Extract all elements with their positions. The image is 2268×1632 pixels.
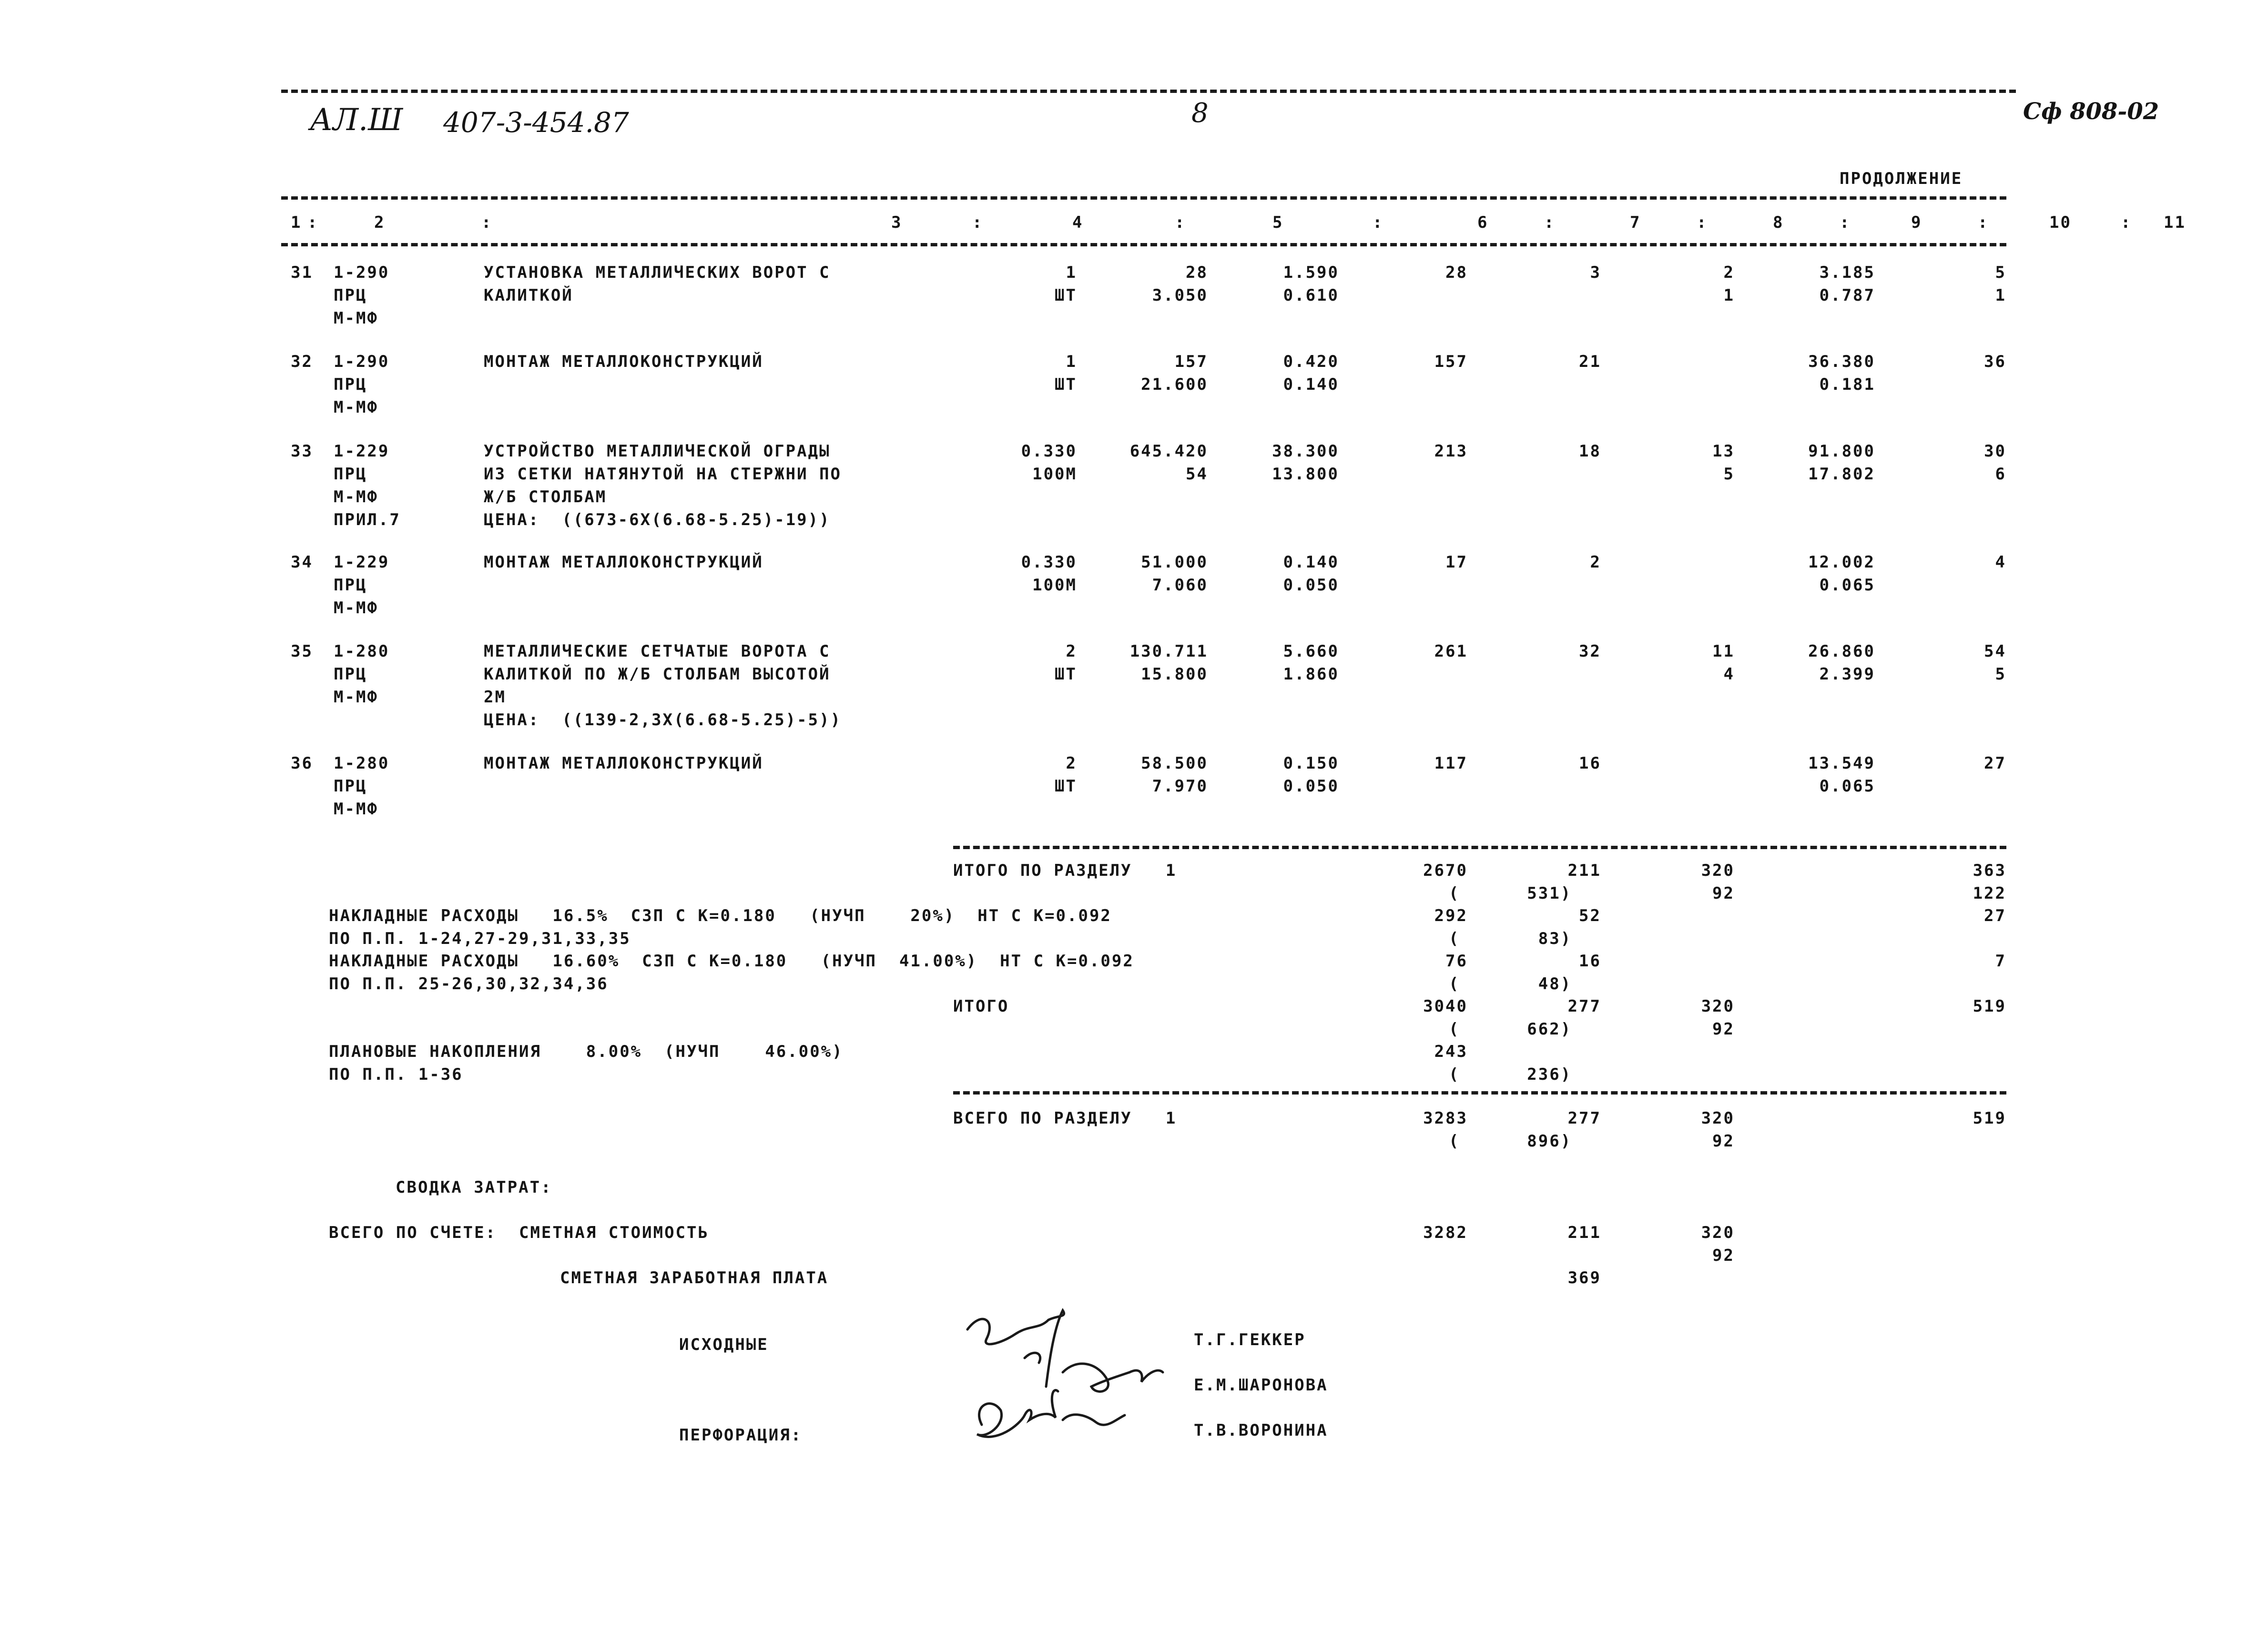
overhead1-text: НАКЛАДНЫЕ РАСХОДЫ 16.5% СЗП С К=0.180 (НУЧП 20%) НТ С К=0.092 <box>329 906 1112 925</box>
cell-c10: 2.399 <box>1819 665 1875 684</box>
cell-c5: 51.000 <box>1141 553 1208 572</box>
totals-rule-2 <box>953 1091 2006 1095</box>
cell-c7: 28 <box>1445 263 1468 282</box>
column-header: : <box>1544 213 1556 232</box>
overhead2-c7: 76 <box>1445 952 1468 971</box>
planned-c7: 243 <box>1434 1042 1468 1061</box>
cell-c10: 13.549 <box>1808 754 1875 773</box>
work-description: 2М <box>484 688 506 707</box>
cell-c5: 21.600 <box>1141 375 1208 394</box>
cell-c11: 27 <box>1984 754 2006 773</box>
work-description: КАЛИТКОЙ ПО Ж/Б СТОЛБАМ ВЫСОТОЙ <box>484 665 831 684</box>
cell-c8: 16 <box>1579 754 1601 773</box>
rate-code: 1-290 <box>334 263 390 282</box>
cell-c10: 0.181 <box>1819 375 1875 394</box>
cell-c4: 100М <box>1032 465 1077 484</box>
overhead2-c8b: ( 48) <box>1449 974 1572 993</box>
section-total-c9a: 320 <box>1701 861 1735 880</box>
row-number: 33 <box>291 442 313 461</box>
cell-c9: 11 <box>1712 642 1735 661</box>
cell-c4: 1 <box>1066 352 1077 371</box>
rate-code: 1-280 <box>334 642 390 661</box>
rate-code: М-МФ <box>334 598 378 618</box>
cell-c8: 3 <box>1590 263 1601 282</box>
overhead2-c8a: 16 <box>1579 952 1601 971</box>
column-header: 6 <box>1477 213 1489 232</box>
cell-c6: 0.420 <box>1283 352 1339 371</box>
column-header: : <box>1175 213 1186 232</box>
column-header: 7 <box>1630 213 1641 232</box>
section-total-c7: 2670 <box>1423 861 1468 880</box>
column-header: : <box>307 213 319 232</box>
cell-c4: 0.330 <box>1021 442 1077 461</box>
cell-c6: 0.140 <box>1283 375 1339 394</box>
cell-c5: 7.060 <box>1152 576 1208 595</box>
cell-c10: 91.800 <box>1808 442 1875 461</box>
cell-c9: 2 <box>1723 263 1735 282</box>
cell-c8: 21 <box>1579 352 1601 371</box>
signer-name-3: Т.В.ВОРОНИНА <box>1194 1421 1328 1440</box>
column-header: : <box>1978 213 1989 232</box>
cell-c8: 18 <box>1579 442 1601 461</box>
column-header: 2 <box>374 213 386 232</box>
column-header: : <box>1697 213 1708 232</box>
cell-c10: 0.065 <box>1819 576 1875 595</box>
rate-code: ПРЦ <box>334 576 367 595</box>
cell-c10: 3.185 <box>1819 263 1875 282</box>
signer-name-1: Т.Г.ГЕККЕР <box>1194 1330 1306 1349</box>
cell-c11: 5 <box>1995 263 2006 282</box>
work-description: ЦЕНА: ((139-2,3Х(6.68-5.25)-5)) <box>484 710 842 730</box>
column-header: 10 <box>2049 213 2072 232</box>
column-header: 4 <box>1072 213 1084 232</box>
cell-c9: 1 <box>1723 286 1735 305</box>
section-total-c9b: 92 <box>1712 884 1735 903</box>
cell-c7: 17 <box>1445 553 1468 572</box>
cell-c4: ШТ <box>1055 286 1077 305</box>
itogo-c7: 3040 <box>1423 997 1468 1016</box>
work-description: МОНТАЖ МЕТАЛЛОКОНСТРУКЦИЙ <box>484 352 763 371</box>
planned-c8b: ( 236) <box>1449 1065 1572 1084</box>
itogo-c8a: 277 <box>1567 997 1601 1016</box>
section-total-c8b: ( 531) <box>1449 884 1572 903</box>
summary-total-c8: 211 <box>1567 1223 1601 1242</box>
cell-c7: 117 <box>1434 754 1468 773</box>
column-header: 9 <box>1911 213 1922 232</box>
cell-c6: 38.300 <box>1272 442 1339 461</box>
cell-c6: 1.590 <box>1283 263 1339 282</box>
cell-c6: 0.140 <box>1283 553 1339 572</box>
rate-code: ПРЦ <box>334 665 367 684</box>
cell-c11: 1 <box>1995 286 2006 305</box>
cell-c6: 0.610 <box>1283 286 1339 305</box>
summary-wage-label: СМЕТНАЯ ЗАРАБОТНАЯ ПЛАТА <box>560 1268 829 1287</box>
itogo-c11: 519 <box>1973 997 2006 1016</box>
rate-code: ПРИЛ.7 <box>334 510 401 529</box>
overhead1-c8b: ( 83) <box>1449 929 1572 948</box>
itogo-c8b: ( 662) <box>1449 1020 1572 1039</box>
cell-c5: 157 <box>1174 352 1208 371</box>
column-header: 11 <box>2164 213 2186 232</box>
cell-c11: 36 <box>1984 352 2006 371</box>
itogo-label: ИТОГО <box>953 997 1009 1016</box>
rate-code: ПРЦ <box>334 286 367 305</box>
overhead1-scope: ПО П.П. 1-24,27-29,31,33,35 <box>329 929 631 948</box>
cell-c4: ШТ <box>1055 665 1077 684</box>
grand-total-c9b: 92 <box>1712 1132 1735 1151</box>
column-header: : <box>1840 213 1851 232</box>
cell-c4: ШТ <box>1055 777 1077 796</box>
perforation-label: ПЕРФОРАЦИЯ: <box>679 1426 803 1445</box>
grand-total-label: ВСЕГО ПО РАЗДЕЛУ 1 <box>953 1109 1177 1128</box>
project-code: 407-3-454.87 <box>443 106 629 139</box>
rate-code: 1-229 <box>334 442 390 461</box>
header-rule-bottom <box>281 243 2006 246</box>
page-number: 8 <box>1191 98 1209 129</box>
section-total-c8a: 211 <box>1567 861 1601 880</box>
cell-c5: 28 <box>1186 263 1208 282</box>
rate-code: М-МФ <box>334 487 378 507</box>
planned-text: ПЛАНОВЫЕ НАКОПЛЕНИЯ 8.00% (НУЧП 46.00%) <box>329 1042 844 1061</box>
cell-c10: 0.065 <box>1819 777 1875 796</box>
cell-c11: 54 <box>1984 642 2006 661</box>
cell-c11: 30 <box>1984 442 2006 461</box>
itogo-c9b: 92 <box>1712 1020 1735 1039</box>
grand-total-c9a: 320 <box>1701 1109 1735 1128</box>
row-number: 35 <box>291 642 313 661</box>
cell-c5: 58.500 <box>1141 754 1208 773</box>
overhead2-text: НАКЛАДНЫЕ РАСХОДЫ 16.60% СЗП С К=0.180 (НУЧП 41.00%) НТ С К=0.092 <box>329 952 1134 971</box>
summary-total-c9b: 92 <box>1712 1246 1735 1265</box>
cell-c10: 36.380 <box>1808 352 1875 371</box>
cell-c9: 4 <box>1723 665 1735 684</box>
rate-code: ПРЦ <box>334 465 367 484</box>
column-header: 8 <box>1773 213 1784 232</box>
work-description: КАЛИТКОЙ <box>484 286 573 305</box>
cell-c11: 4 <box>1995 553 2006 572</box>
continuation-label: ПРОДОЛЖЕНИЕ <box>1840 169 1963 188</box>
section-total-label: ИТОГО ПО РАЗДЕЛУ 1 <box>953 861 1177 880</box>
column-header: : <box>2121 213 2132 232</box>
cell-c7: 157 <box>1434 352 1468 371</box>
cell-c4: 1 <box>1066 263 1077 282</box>
summary-wage-c8: 369 <box>1567 1268 1601 1287</box>
summary-total-c7: 3282 <box>1423 1223 1468 1242</box>
summary-total-c9a: 320 <box>1701 1223 1735 1242</box>
work-description: ИЗ СЕТКИ НАТЯНУТОЙ НА СТЕРЖНИ ПО <box>484 465 842 484</box>
cell-c10: 26.860 <box>1808 642 1875 661</box>
column-header: : <box>481 213 493 232</box>
cell-c8: 2 <box>1590 553 1601 572</box>
summary-total-label: ВСЕГО ПО СЧЕТЕ: СМЕТНАЯ СТОИМОСТЬ <box>329 1223 709 1242</box>
cell-c5: 15.800 <box>1141 665 1208 684</box>
section-total-c11a: 363 <box>1973 861 2006 880</box>
work-description: МЕТАЛЛИЧЕСКИЕ СЕТЧАТЫЕ ВОРОТА С <box>484 642 831 661</box>
top-rule <box>281 90 2016 93</box>
work-description: Ж/Б СТОЛБАМ <box>484 487 607 507</box>
rate-code: 1-229 <box>334 553 390 572</box>
cell-c4: 100М <box>1032 576 1077 595</box>
cell-c6: 5.660 <box>1283 642 1339 661</box>
totals-rule-1 <box>953 846 2006 849</box>
cell-c8: 32 <box>1579 642 1601 661</box>
cell-c6: 1.860 <box>1283 665 1339 684</box>
source-label: ИСХОДНЫЕ <box>679 1335 769 1354</box>
rate-code: ПРЦ <box>334 777 367 796</box>
form-code: Сф 808-02 <box>2023 98 2159 125</box>
summary-title: СВОДКА ЗАТРАТ: <box>396 1178 552 1197</box>
cell-c10: 17.802 <box>1808 465 1875 484</box>
column-header: : <box>972 213 984 232</box>
row-number: 32 <box>291 352 313 371</box>
cell-c5: 3.050 <box>1152 286 1208 305</box>
rate-code: М-МФ <box>334 309 378 328</box>
header-rule-top <box>281 196 2006 200</box>
work-description: УСТРОЙСТВО МЕТАЛЛИЧЕСКОЙ ОГРАДЫ <box>484 442 831 461</box>
cell-c5: 130.711 <box>1129 642 1208 661</box>
cell-c4: 0.330 <box>1021 553 1077 572</box>
handwritten-signature <box>953 1301 1220 1472</box>
overhead1-c7: 292 <box>1434 906 1468 925</box>
rate-code: М-МФ <box>334 688 378 707</box>
column-header: 5 <box>1272 213 1284 232</box>
overhead2-c11: 7 <box>1995 952 2006 971</box>
cell-c4: ШТ <box>1055 375 1077 394</box>
overhead2-scope: ПО П.П. 25-26,30,32,34,36 <box>329 974 609 993</box>
cell-c5: 7.970 <box>1152 777 1208 796</box>
cell-c11: 6 <box>1995 465 2006 484</box>
section-total-c11b: 122 <box>1973 884 2006 903</box>
overhead1-c8a: 52 <box>1579 906 1601 925</box>
album-code: АЛ.Ш <box>310 102 403 138</box>
cell-c6: 0.050 <box>1283 576 1339 595</box>
column-header: 3 <box>891 213 903 232</box>
cell-c6: 0.050 <box>1283 777 1339 796</box>
rate-code: ПРЦ <box>334 375 367 394</box>
column-header: : <box>1373 213 1384 232</box>
cell-c10: 0.787 <box>1819 286 1875 305</box>
row-number: 36 <box>291 754 313 773</box>
cell-c4: 2 <box>1066 642 1077 661</box>
work-description: МОНТАЖ МЕТАЛЛОКОНСТРУКЦИЙ <box>484 754 763 773</box>
itogo-c9a: 320 <box>1701 997 1735 1016</box>
rate-code: М-МФ <box>334 800 378 819</box>
grand-total-c11: 519 <box>1973 1109 2006 1128</box>
work-description: УСТАНОВКА МЕТАЛЛИЧЕСКИХ ВОРОТ С <box>484 263 831 282</box>
cell-c9: 13 <box>1712 442 1735 461</box>
grand-total-c7: 3283 <box>1423 1109 1468 1128</box>
rate-code: 1-280 <box>334 754 390 773</box>
column-header: 1 <box>291 213 302 232</box>
work-description: МОНТАЖ МЕТАЛЛОКОНСТРУКЦИЙ <box>484 553 763 572</box>
planned-scope: ПО П.П. 1-36 <box>329 1065 463 1084</box>
rate-code: 1-290 <box>334 352 390 371</box>
work-description: ЦЕНА: ((673-6Х(6.68-5.25)-19)) <box>484 510 831 529</box>
cell-c10: 12.002 <box>1808 553 1875 572</box>
cell-c6: 0.150 <box>1283 754 1339 773</box>
cell-c4: 2 <box>1066 754 1077 773</box>
rate-code: М-МФ <box>334 398 378 417</box>
cell-c5: 645.420 <box>1129 442 1208 461</box>
row-number: 34 <box>291 553 313 572</box>
row-number: 31 <box>291 263 313 282</box>
grand-total-c8b: ( 896) <box>1449 1132 1572 1151</box>
cell-c7: 261 <box>1434 642 1468 661</box>
signer-name-2: Е.М.ШАРОНОВА <box>1194 1376 1328 1395</box>
overhead1-c11: 27 <box>1984 906 2006 925</box>
grand-total-c8a: 277 <box>1567 1109 1601 1128</box>
cell-c5: 54 <box>1186 465 1208 484</box>
cell-c7: 213 <box>1434 442 1468 461</box>
cell-c6: 13.800 <box>1272 465 1339 484</box>
cell-c11: 5 <box>1995 665 2006 684</box>
cell-c9: 5 <box>1723 465 1735 484</box>
